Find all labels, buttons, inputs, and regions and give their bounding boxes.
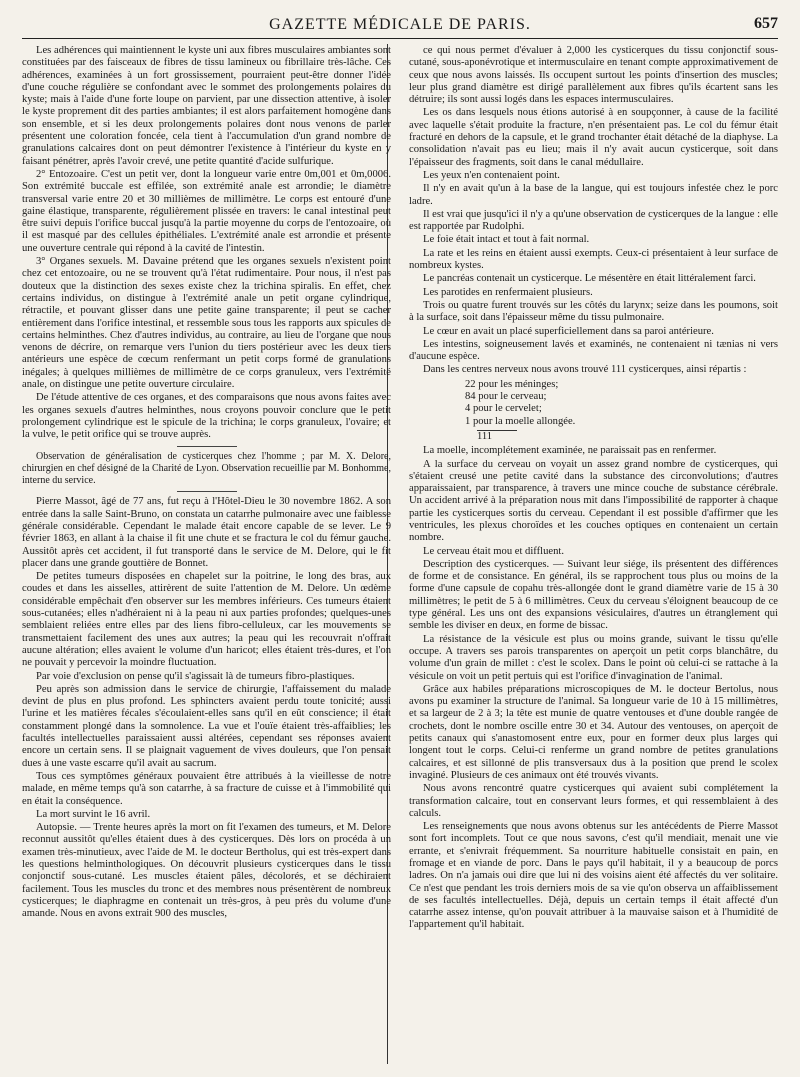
paragraph: Grâce aux habiles préparations microscopiques de M. le docteur Bertolus, nous avons pu examiner la structure de l'animal. Sa longueur varie de 10 à 15 millimètres, et sa largeur de 2 à 3; la tête est munie de quatre ventouses et d'une double rangée de crochets, dont le nombre oscille entre 30 et 34. Autour des ventouses, on aperçoit de petits canaux qui s'anastomosent entre eux, pour en former deux plus larges qui longent tout le corps. Celui-ci renferme un grand nombre de petites granulations calcaires, et est sillonné de plis transversaux dus à la position que prend le scolex invaginé. Plusieurs de ces animaux ont été trouvés vivants. <box>409 683 778 781</box>
running-header <box>22 14 778 39</box>
section-separator <box>177 491 237 492</box>
paragraph-autopsie: Autopsie. — Trente heures après la mort on fit l'examen des tumeurs, et M. Delore reconnut aussitôt qu'elles étaient dues à des cysticerques. Dès lors on procéda à un examen très-minutieux, avec l'aide de M. le docteur Bertholus, qui est très-expert dans les questions helminthologiques. On découvrit plusieurs cysticerques dans le tissu conjonctif sous-cutané. Les muscles étaient pâles, décolorés, et se déchiraient facilement. Tous les muscles du tronc et des membres nous présentèrent de nombreux cysticerques; le diaphragme en contenait un très-gros, à peu près du volume d'une amande. Nous en avons extrait 900 des muscles, <box>22 822 391 920</box>
journal-title: GAZETTE MÉDICALE DE PARIS. <box>269 16 531 33</box>
paragraph: Les os dans lesquels nous étions autorisé à en soupçonner, à cause de la facilité avec laquelle s'était produite la fracture, n'en présentaient pas. Le col du fémur était fracturé en dehors de la capsule, et le grand trochanter était détaché de la diaphyse. La consolidation n'avait pas eu lieu; mais il n'y avait aucun cysticerque, soit dans l'épaisseur des fragments, soit dans le canal médullaire. <box>409 107 778 168</box>
paragraph: La rate et les reins en étaient aussi exempts. Ceux-ci présentaient à leur surface de nombreux kystes. <box>409 247 778 272</box>
paragraph: Trois ou quatre furent trouvés sur les côtés du larynx; seize dans les poumons, soit à la surface, soit dans l'épaisseur même du tissu pulmonaire. <box>409 299 778 324</box>
paragraph: Les yeux n'en contenaient point. <box>423 169 560 181</box>
paragraph-organes-sexuels: 3° Organes sexuels. M. Davaine prétend que les organes sexuels n'existent point chez cet entozoaire, ou ne se trouvent qu'à l'état rudimentaire. Pour nous, il n'est pas douteux que la distinction des sexes existe chez la trichina spiralis. En effet, chez certains individus, on distingue à l'extrémité anale un petit organe cylindrique, rétractile, et pouvant glisser dans une petite gaine transparente; il peut se cacher entièrement dans l'orifice intestinal, et ressemble sous tous les rapports aux spicules de certains helminthes. Chez d'autres individus, au contraire, au lieu de l'organe que nous venons de décrire, on remarque vers l'union du tiers postérieur avec les deux tiers antérieurs une espèce de cœcum renfermant un petit corps formé de granulations inégales; à quelques millièmes de millimètre de ce corps granuleux, vers l'extrémité anale, on distingue une petite ouverture circulaire. <box>22 256 391 391</box>
paragraph: ce qui nous permet d'évaluer à 2,000 les cysticerques du tissu conjonctif sous-cutané, sous-aponévrotique et intermusculaire en tenant compte approximativement de ceux que nous avons laissés. Ils occupent surtout les points d'insertion des muscles; leur plus grand diamètre est dirigé parallèlement aux fibres qu'ils écartent sans les détruire; ils sont aussi logés dans les espaces intermusculaires. <box>409 45 778 106</box>
paragraph: A la surface du cerveau on voyait un assez grand nombre de cysticerques, qui s'étaient creusé une petite cavité dans la substance des circonvolutions; d'autres apparaissaient, par transparence, à travers une mince couche de substance cérébrale. Un accident arrivé à la préparation nous mit dans l'impossibilité de rapporter à chaque partie les cysticerques sortis du cerveau. Cependant il est possible d'affirmer que les ventricules, les plexus choroïdes et les couches optiques en contenaient un certain nombre. <box>409 458 778 544</box>
paragraph: Les adhérences qui maintiennent le kyste uni aux fibres musculaires ambiantes sont constituées par des faisceaux de fibres de tissu lamineux ou fibrillaire très-lâche. Ces adhérences, examinées à un fort grossissement, pourraient peut-être donner l'idée d'une couche régulière se confondant avec le sommet des prolongements polaires du kyste; mais à l'aide d'une forte loupe on parvient, par une dissection attentive, à isoler le kyste proprement dit des parties ambiantes; il est alors parfaitement homogène dans son ensemble, et si les deux prolongements polaires dont nous venons de parler présentent une coloration foncée, cela tient à l'accumulation d'un grand nombre de granulations calcaires dont on peut démontrer l'existence à l'intérieur du kyste en y faisant pénétrer, après l'avoir crevé, une petite quantité d'acide sulfurique. <box>22 45 391 167</box>
tally-total: 111 <box>477 430 493 442</box>
paragraph: Les parotides en renfermaient plusieurs. <box>423 286 593 298</box>
tally-row: 22 pour les méninges; <box>465 378 559 390</box>
right-column <box>400 45 778 1065</box>
paragraph: Le pancréas contenait un cysticerque. Le mésentère en était littéralement farci. <box>423 273 756 285</box>
paragraph: Nous avons rencontré quatre cysticerques qui avaient subi complétement la transformation calcaire, tout en conservant leurs formes, et qui ressemblaient à des calculs. <box>409 783 778 819</box>
paragraph: La résistance de la vésicule est plus ou moins grande, suivant le tissu qu'elle occupe. A travers ses parois transparentes on aperçoit un petit corps blanchâtre, du volume d'un grain de millet : c'est le scolex. Dans le point où celui-ci se rattache à la vésicule on voit un petit pertuis qui est l'orifice d'invagination de l'animal. <box>409 633 778 682</box>
paragraph: Il n'y en avait qu'un à la base de la langue, qui est toujours infestée chez le porc ladre. <box>409 183 778 207</box>
paragraph: Le cœur en avait un placé superficiellement dans sa paroi antérieure. <box>423 325 714 337</box>
paragraph: Tous ces symptômes généraux pouvaient être attribués à la vieillesse de notre malade, en même temps qu'à son catarrhe, à sa fracture de cuisse et à l'immobilité qui en était la conséquence. <box>22 770 391 807</box>
paragraph: Par voie d'exclusion on pense qu'il s'agissait là de tumeurs fibro-plastiques. <box>36 670 355 682</box>
paragraph: Le foie était intact et tout à fait normal. <box>423 234 590 246</box>
tally-row: 4 pour le cervelet; <box>465 403 542 415</box>
left-column <box>22 45 400 1065</box>
paragraph: Il est vrai que jusqu'ici il n'y a qu'une observation de cysticerques de la langue : elle est rapportée par Rudolphi. <box>409 208 778 233</box>
paragraph-entozoaire: 2° Entozoaire. C'est un petit ver, dont la longueur varie entre 0m,001 et 0m,0006. Son extrémité buccale est effilée, son extrémité anale est arrondie; le diamètre transversal varie entre 20 et 30 millièmes de millimètre. Le corps est entouré d'une gaine élastique, transparente, régulièrement plissée en travers: le canal intestinal peut être suivi depuis l'orifice buccal jusqu'à la partie moyenne du corps de l'entozoaire, où il est masqué par des cellules épithéliales. L'extrémité anale est arrondie et présente une ouverture centrale qui répond à la cavité de l'intestin. <box>22 168 391 254</box>
paragraph-description: Description des cysticerques. — Suivant leur siége, ils présentent des différences de forme et de consistance. En général, ils se rapprochent tous plus ou moins de la forme d'une capsule de copahu très-allongée dont le grand diamètre varie de 15 à 30 millimètres; le petit de 5 à 6 millimètres. Ceux du cerveau s'éloignent beaucoup de ce type général. Les uns ont des expansions vésiculaires, d'autres un étranglement qui semble les diviser en deux, en forme de bissac. <box>409 558 778 632</box>
paragraph: Les intestins, soigneusement lavés et examinés, ne contenaient ni tænias ni vers d'aucune espèce. <box>409 338 778 363</box>
paragraph: De petites tumeurs disposées en chapelet sur la poitrine, le long des bras, aux coudes et dans les aisselles, attirèrent de suite l'attention de M. Delore. Un œdème considérable empêchait d'en observer sur les membres inférieurs. Ces tumeurs étaient sous-cutanées; elles n'adhéraient ni à la peau ni aux parties profondes; quelques-unes semblaient reliées entre elles par des liens fibro-celluleux, car les mouvements se transmettaient facilement des unes aux autres; la peau qui les recouvrait n'offrait aucune altération; elles avaient le volume d'un haricot; elles étaient très-dures, et l'on ne pouvait y percevoir la moindre fluctuation. <box>22 571 391 669</box>
tally-row: 1 pour la moelle allongée. <box>465 415 576 427</box>
two-column-body <box>22 45 778 1065</box>
paragraph: Dans les centres nerveux nous avons trouvé 111 cysticerques, ainsi répartis : <box>423 364 747 376</box>
page-number: 657 <box>754 15 778 32</box>
paragraph: La mort survint le 16 avril. <box>36 808 151 820</box>
paragraph: De l'étude attentive de ces organes, et des comparaisons que nous avons faites avec les organes sexuels d'autres helminthes, nous croyons pouvoir conclure que le petit prolongement cylindrique est le spicule de la trichina; le corps granuleux, l'ovaire; et la vulve, le petit orifice qui se trouve auprès. <box>22 392 391 441</box>
paragraph: Pierre Massot, âgé de 77 ans, fut reçu à l'Hôtel-Dieu le 30 novembre 1862. A son entrée dans la salle Saint-Bruno, on constata un catarrhe pulmonaire avec une faiblesse générale considérable. Cependant le malade était encore capable de se lever. Le 9 février 1863, en allant à la chaise il fit une chute et se fractura le col du fémur gauche. Aussitôt après cet accident, il fut transporté dans le service de M. Delore, qui le fit placer dans une grande gouttière de Bonnet. <box>22 496 391 569</box>
paragraph: Peu après son admission dans le service de chirurgie, l'affaissement du malade devint de plus en plus profond. Les sphincters avaient perdu toute tonicité; aussi l'urine et les matières fécales s'écoulaient-elles sans qu'il en eût conscience; il était constamment plongé dans la somnolence. La vue et l'ouïe étaient très-affaiblies; les facultés intellectuelles paraissaient aussi altérées, cependant ses réponses avaient encore un certain sens. Il se plaignait vaguement de vives douleurs, que l'on pensait dues à une vaste escarre qu'il avait au sacrum. <box>22 683 391 769</box>
paragraph: La moelle, incomplétement examinée, ne paraissait pas en renfermer. <box>423 445 717 457</box>
cysticerque-tally <box>465 379 778 443</box>
observation-heading: Observation de généralisation de cysticerques chez l'homme ; par M. X. Delore, chirurgien en chef désigné de la Charité de Lyon. Observation recueillie par M. Bonhomme, interne du service. <box>22 450 391 487</box>
section-separator <box>177 446 237 447</box>
paragraph: Les renseignements que nous avons obtenus sur les antécédents de Pierre Massot sont fort incomplets. Tout ce que nous savons, c'est qu'il mendiait, menait une vie errante, et s'enivrait fréquemment. Sa nourriture habituelle consistait en pain, en fromage et en viande de porc. Dans le pays qu'il habitait, il y a beaucoup de porcs ladres. On n'a jamais oui dire que lui ni des voisins aient été affectés du ver solitaire. Ce n'est que pendant les trois derniers mois de sa vie qu'on observa un affaiblissement de ses facultés intellectuelles. Déjà, depuis un certain temps il était affecté d'un catarrhe assez intense, qu'on pouvait attribuer à la mauvaise saison et à l'humidité de l'appartement qu'il habitait. <box>409 821 778 931</box>
tally-row: 84 pour le cerveau; <box>465 391 547 403</box>
paragraph: Le cerveau était mou et diffluent. <box>423 545 564 557</box>
